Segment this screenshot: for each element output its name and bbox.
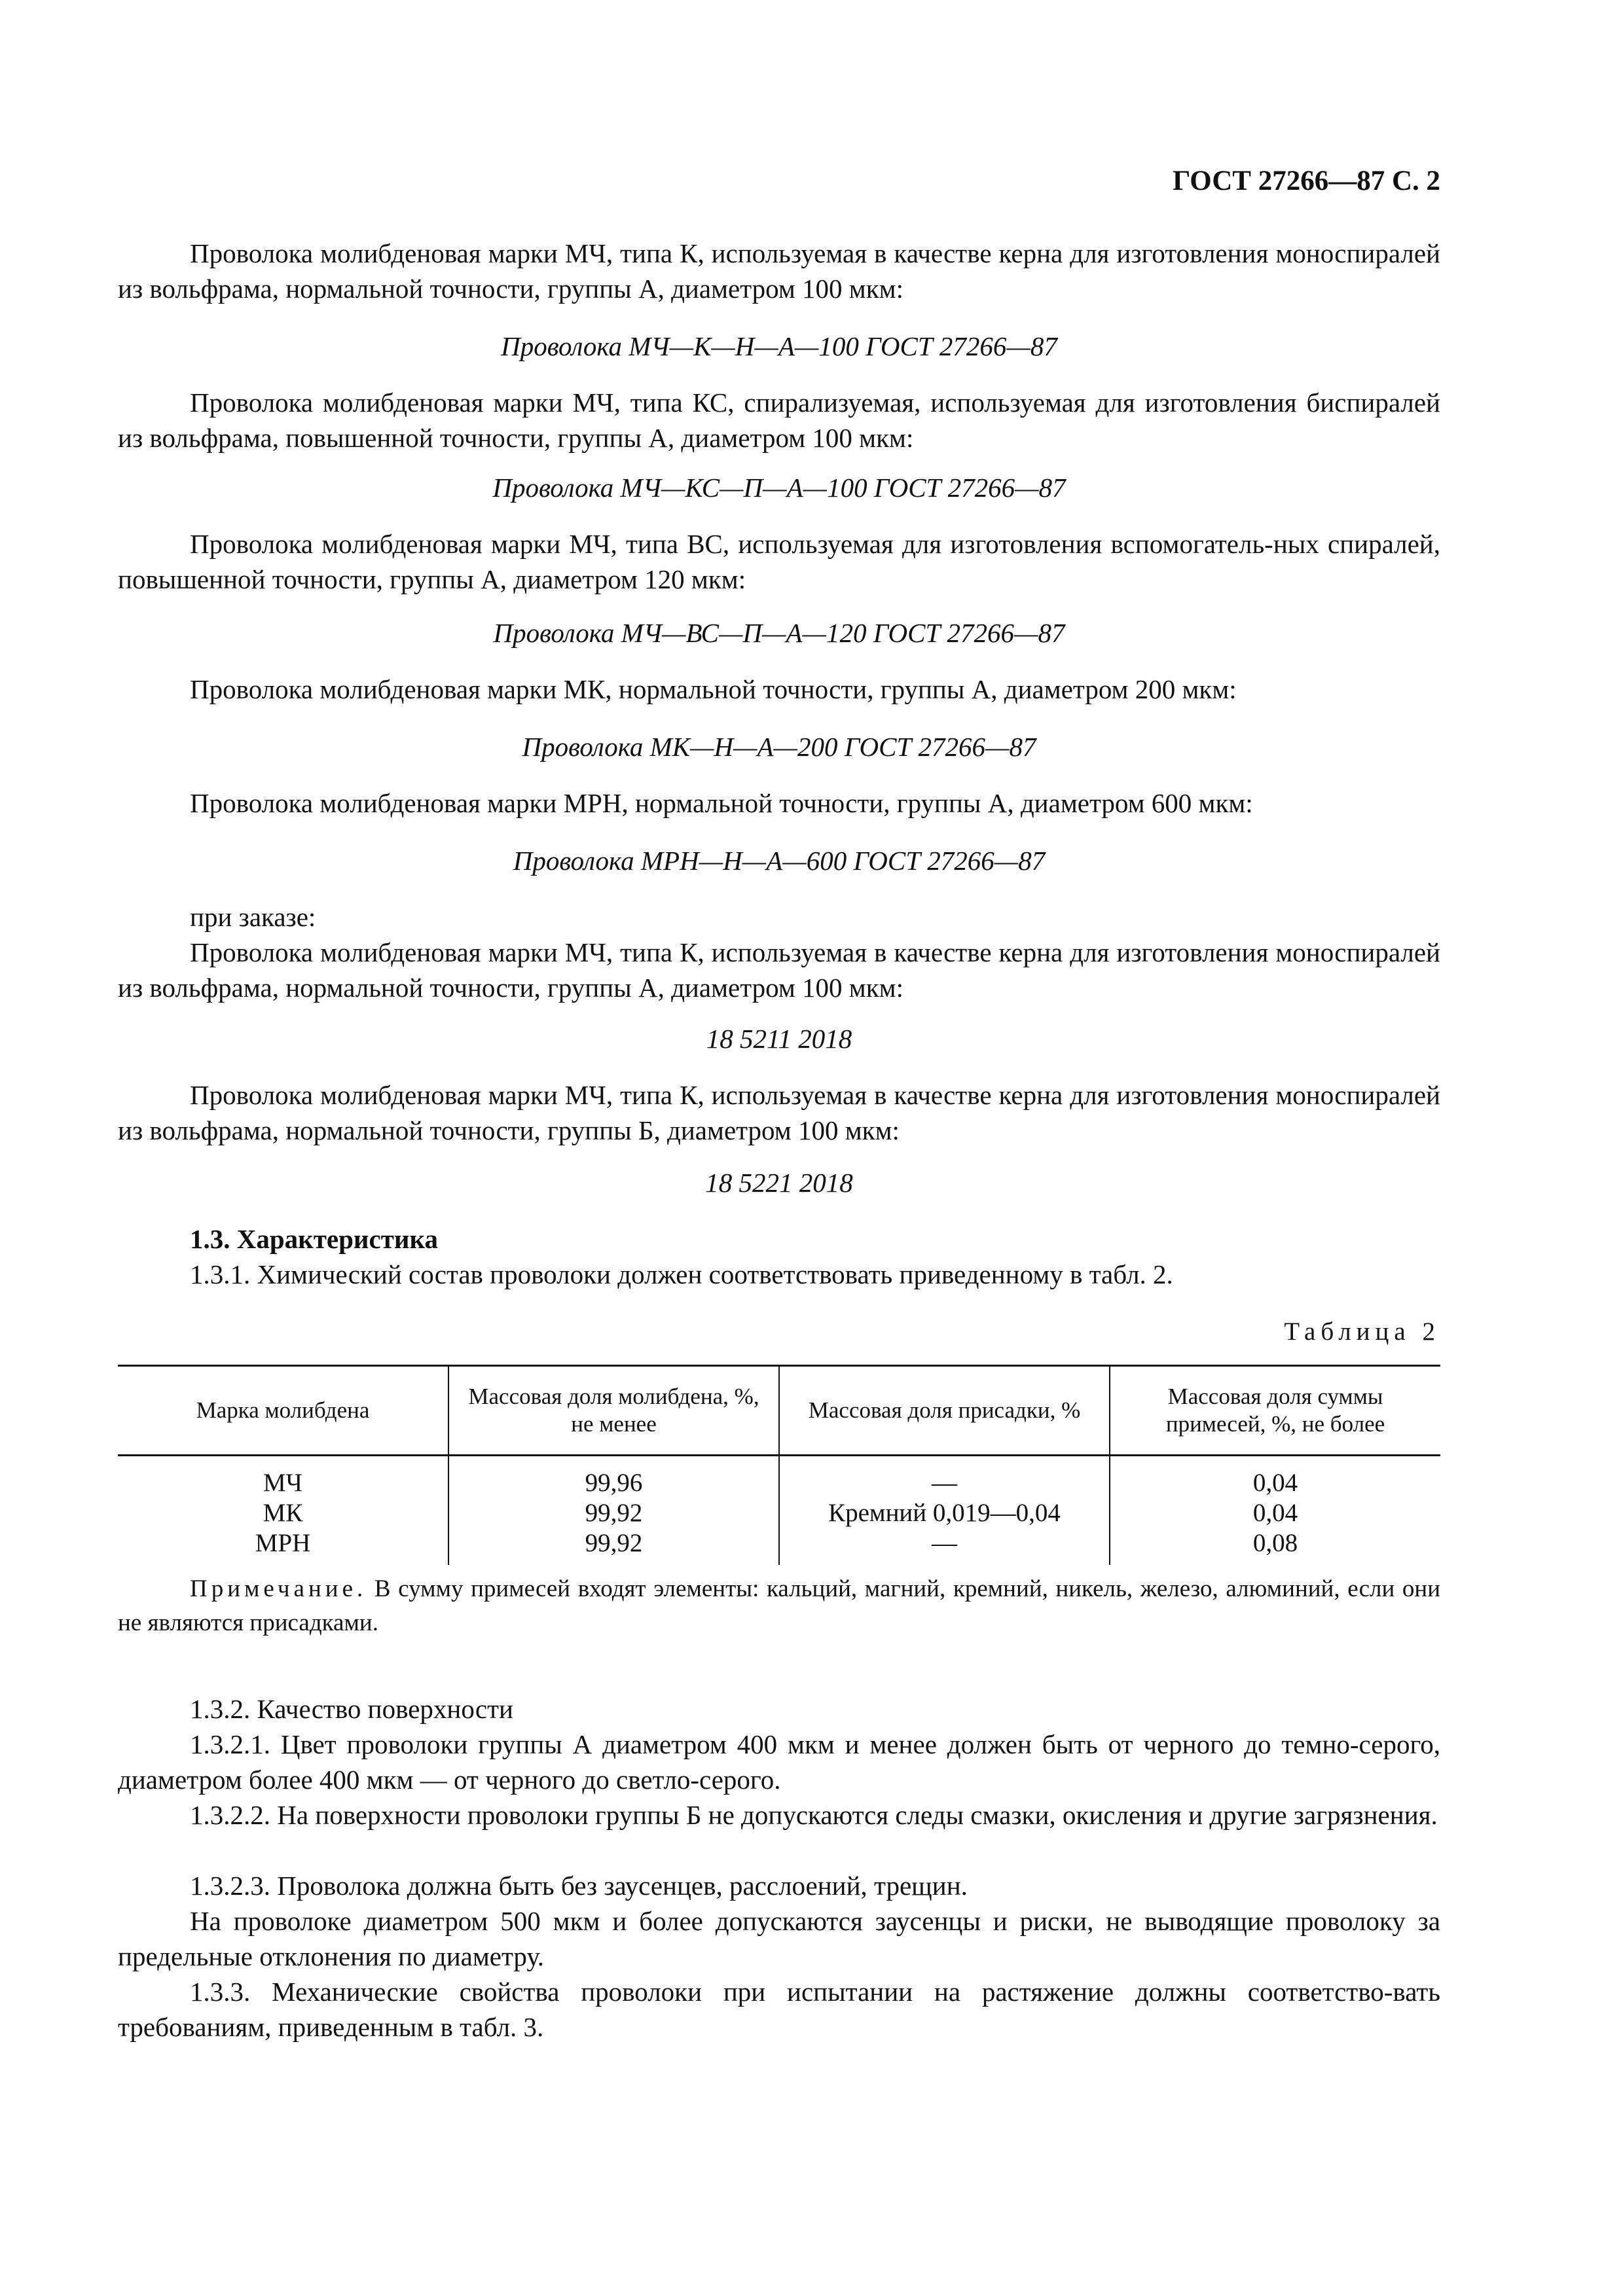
order-example-2-text: Проволока молибденовая марки МЧ, типа К, используемая в качестве керна для изготовления моноспиралей из вольфрама, нормальной точности, группы Б, диаметром 100 мкм: — [118, 1080, 1440, 1145]
page-header: ГОСТ 27266—87 С. 2 — [1172, 166, 1440, 196]
header-molybdenum: Массовая доля молибдена, %, не менее — [448, 1366, 779, 1456]
example-5-formula: Проволока МРН—Н—А—600 ГОСТ 27266—87 — [513, 846, 1046, 876]
add-mk: Кремний 0,019—0,04 — [828, 1499, 1061, 1527]
example-2-text: Проволока молибденовая марки МЧ, типа КС, спирализуемая, используемая для изготовления биспиралей из вольфрама, повышенной точности, группы А, диаметром 100 мкм: — [118, 387, 1440, 453]
composition-table — [118, 1365, 1440, 1565]
paragraph-1-3-3: 1.3.3. Механические свойства проволоки при испытании на растяжение должны соответство-вать требованиям, приведенным в табл. 3. — [118, 1977, 1440, 2042]
add-mch: — — [932, 1469, 957, 1497]
imp-mrn: 0,08 — [1252, 1529, 1298, 1557]
paragraph-1-3-2-1: 1.3.2.1. Цвет проволоки группы А диаметром 400 мкм и менее должен быть от черного до темно-серого, диаметром более 400 мкм — от черного до светло-серого. — [118, 1729, 1440, 1795]
grade-mch: МЧ — [263, 1469, 303, 1497]
table-caption: Таблица 2 — [1284, 1318, 1440, 1346]
order-example-2-code: 18 5221 2018 — [705, 1168, 853, 1198]
header-additive: Массовая доля присадки, % — [779, 1366, 1110, 1456]
cell-impurities — [1110, 1456, 1440, 1566]
header-impurities: Массовая доля суммы примесей, %, не более — [1110, 1366, 1440, 1456]
note-text: В сумму примесей входят элементы: кальций, магний, кремний, никель, железо, алюминий, если они не являются присадками. — [118, 1575, 1441, 1636]
cell-grades — [118, 1456, 448, 1566]
add-mrn: — — [932, 1529, 957, 1557]
header-grade: Марка молибдена — [118, 1366, 448, 1456]
order-label: при заказе: — [190, 902, 316, 932]
imp-mk: 0,04 — [1252, 1499, 1298, 1527]
imp-mch: 0,04 — [1252, 1469, 1298, 1497]
paragraph-burrs: На проволоке диаметром 500 мкм и более допускаются заусенцы и риски, не выводящие проволоку за предельные отклонения по диаметру. — [118, 1906, 1440, 1971]
paragraph-1-3-2-3: 1.3.2.3. Проволока должна быть без заусенцев, расслоений, трещин. — [190, 1871, 968, 1901]
grade-mk: МК — [263, 1499, 303, 1527]
cell-additive — [779, 1456, 1110, 1566]
document-page — [118, 0, 1440, 2296]
table-note — [118, 1572, 1440, 1640]
mo-mch: 99,96 — [585, 1469, 643, 1497]
example-3-formula: Проволока МЧ—ВС—П—А—120 ГОСТ 27266—87 — [493, 618, 1065, 648]
paragraph-1-3-1: 1.3.1. Химический состав проволоки должен соответствовать приведенному в табл. 2. — [190, 1259, 1173, 1289]
table-row — [118, 1456, 1440, 1566]
note-label: Примечание. — [190, 1575, 367, 1602]
mo-mk: 99,92 — [585, 1499, 643, 1527]
cell-molybdenum — [448, 1456, 779, 1566]
example-4-text: Проволока молибденовая марки МК, нормальной точности, группы А, диаметром 200 мкм: — [190, 674, 1237, 704]
order-example-1-text: Проволока молибденовая марки МЧ, типа К, используемая в качестве керна для изготовления моноспиралей из вольфрама, нормальной точности, группы А, диаметром 100 мкм: — [118, 937, 1440, 1003]
example-1-text: Проволока молибденовая марки МЧ, типа К, используемая в качестве керна для изготовления моноспиралей из вольфрама, нормальной точности, группы А, диаметром 100 мкм: — [118, 238, 1440, 304]
order-example-1-code: 18 5211 2018 — [706, 1024, 852, 1054]
section-title: 1.3. Характеристика — [190, 1224, 439, 1254]
paragraph-1-3-2: 1.3.2. Качество поверхности — [190, 1694, 513, 1724]
paragraph-1-3-2-2: 1.3.2.2. На поверхности проволоки группы Б не допускаются следы смазки, окисления и другие загрязнения. — [190, 1800, 1438, 1830]
example-3-text: Проволока молибденовая марки МЧ, типа ВС, используемая для изготовления вспомогатель-ных спиралей, повышенной точности, группы А, диаметром 120 мкм: — [118, 529, 1440, 594]
example-2-formula: Проволока МЧ—КС—П—А—100 ГОСТ 27266—87 — [492, 473, 1066, 503]
example-1-formula: Проволока МЧ—К—Н—А—100 ГОСТ 27266—87 — [501, 331, 1057, 361]
table-header-row — [118, 1366, 1440, 1456]
example-4-formula: Проволока МК—Н—А—200 ГОСТ 27266—87 — [522, 732, 1036, 762]
example-5-text: Проволока молибденовая марки МРН, нормальной точности, группы А, диаметром 600 мкм: — [190, 788, 1253, 818]
grade-mrn: МРН — [255, 1529, 311, 1557]
mo-mrn: 99,92 — [585, 1529, 643, 1557]
